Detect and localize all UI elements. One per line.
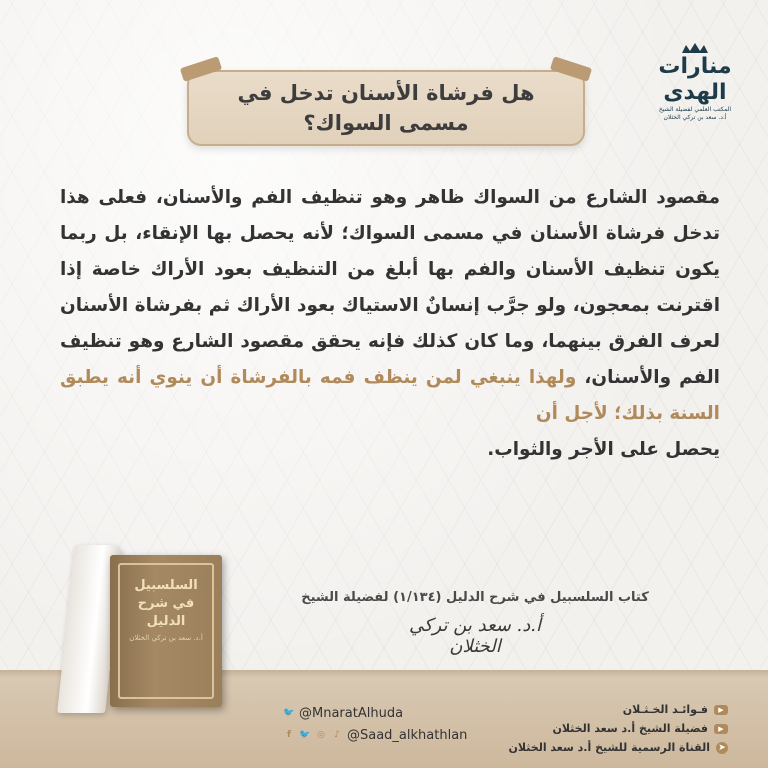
article-text	[60, 180, 720, 468]
telegram-icon[interactable]: ➤	[716, 742, 728, 754]
handle-mnarat[interactable]: @MnaratAlhuda	[299, 705, 404, 721]
footer-row-2	[509, 719, 728, 738]
title-line-1: هل فرشاة الأسنان تدخل في	[237, 81, 535, 105]
crown-icon	[680, 42, 710, 54]
facebook-icon[interactable]: f	[287, 730, 291, 740]
article-part-1: مقصود الشارع من السواك ظاهر وهو تنظيف الفم والأسنان، فعلى هذا تدخل فرشاة الأسنان في مسمى السواك؛ لأنه يحصل بها الإنقاء، بل ربما يكون تنظيف الأسنان والفم بها أبلغ من التنظيف بعود الأراك خاصة إذا اقترنت بمعجون، ولو جرَّب إنسانٌ الاستياك بعود الأراك ثم بفرشاة الأسنان لعرف الفرق بينهما، وما كان كذلك فإنه يحقق مقصود الشارع وهو تنظيف الفم والأسنان،	[60, 187, 720, 388]
title-banner	[187, 70, 585, 146]
footer-row-3	[509, 738, 728, 757]
footer-channel-3[interactable]: القناة الرسمية للشيخ أ.د سعد الخثلان	[508, 741, 710, 754]
author-signature: أ.د. سعد بن تركي الخثلان	[408, 615, 542, 657]
logo-subtitle-2: أ.د. سعد بن تركي الخثلان	[663, 114, 727, 121]
instagram-icon[interactable]: ◎	[317, 730, 325, 740]
logo-subtitle-1: المكتب العلمي لفضيلة الشيخ	[658, 106, 732, 113]
social-row-1	[283, 702, 467, 724]
book-cover-title: السلسبيل في شرح الدليل	[134, 578, 198, 629]
page-title	[189, 78, 583, 138]
title-line-2: مسمى السواك؟	[303, 111, 469, 135]
footer-row-1	[509, 700, 728, 719]
footer-social-right	[509, 700, 728, 757]
footer-channel-2[interactable]: فضيلة الشيخ أ.د سعد الخثلان	[552, 722, 708, 735]
book-caption: كتاب السلسبيل في شرح الدليل (١/١٣٤) لفضيلة الشيخ	[301, 590, 649, 605]
twitter-icon[interactable]: 🐦	[283, 708, 295, 718]
tiktok-icon[interactable]: ♪	[334, 730, 340, 740]
brand-logo	[650, 40, 740, 125]
logo-name: منارات الهدى	[658, 54, 732, 105]
footer-social-left	[283, 702, 467, 746]
book-cover	[110, 555, 222, 707]
handle-saad[interactable]: @Saad_alkhathlan	[347, 727, 468, 743]
twitter-icon-2[interactable]: 🐦	[299, 730, 311, 740]
footer-channel-1[interactable]: فـوائـد الخـثـلان	[622, 703, 708, 716]
article-highlight: ولهذا ينبغي لمن ينظف فمه بالفرشاة أن ينوي أنه يطبق السنة بذلك؛ لأجل أن	[60, 367, 720, 424]
youtube-icon-2[interactable]: ▶	[714, 724, 728, 734]
book-cover-author: أ.د. سعد بن تركي الخثلان	[129, 634, 203, 642]
article-last-line: يحصل على الأجر والثواب.	[487, 439, 720, 460]
social-row-2	[283, 724, 467, 746]
youtube-icon[interactable]: ▶	[714, 705, 728, 715]
